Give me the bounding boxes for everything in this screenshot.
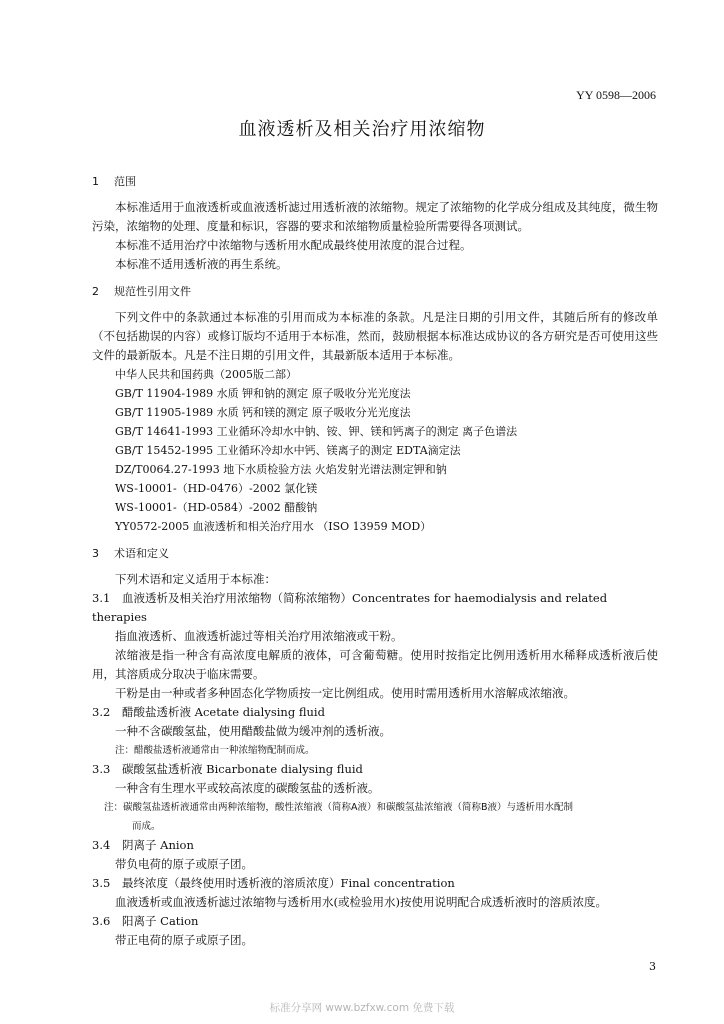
term-name: 阳离子 Cation [122, 914, 199, 928]
reference-item: GB/T 11904-1989 水质 钾和钠的测定 原子吸收分光光度法 [115, 387, 411, 400]
term-3-1 [92, 589, 658, 627]
definition: 一种不含碳酸氢盐，使用醋酸盐做为缓冲剂的透析液。 [115, 724, 391, 738]
document-title: 血液透析及相关治疗用浓缩物 [238, 119, 486, 140]
paragraph: 本标准不适用治疗中浓缩物与透析用水配成最终使用浓度的混合过程。 [115, 238, 472, 252]
standard-number: YY 0598—2006 [576, 88, 656, 102]
term-number: 3.6 [92, 914, 111, 928]
reference-item: WS-10001-（HD-0584）-2002 醋酸钠 [115, 501, 318, 514]
note-line: 而成。 [132, 821, 161, 832]
section-3-heading [92, 546, 658, 562]
section-number: 1 [92, 175, 99, 188]
term-number: 3.2 [92, 705, 111, 719]
term-name: 最终浓度（最终使用时透析液的溶质浓度）Final concentration [122, 876, 455, 890]
watermark[interactable]: 标准分享网 www.bzfxw.com 免费下载 [269, 1002, 455, 1014]
term-3-4 [92, 836, 658, 855]
paragraph: 下列文件中的条款通过本标准的引用而成为本标准的条款。凡是注日期的引用文件，其随后所有的修改单（不包括勘误的内容）或修订版均不适用于本标准，然而，鼓励根据本标准达成协议的各方研究是否可使用这些文件的最新版本。凡是不注日期的引用文件，其最新版本适用于本标准。 [92, 310, 658, 362]
term-name: 碳酸氢盐透析液 Bicarbonate dialysing fluid [122, 762, 363, 776]
paragraph: 本标准不适用透析液的再生系统。 [115, 257, 288, 271]
term-name: 醋酸盐透析液 Acetate dialysing fluid [122, 705, 325, 719]
page-number: 3 [649, 960, 656, 973]
term-number: 3.1 [92, 591, 111, 605]
reference-item: 中华人民共和国药典（2005版二部） [115, 368, 297, 381]
definition: 浓缩液是指一种含有高浓度电解质的液体，可含葡萄糖。使用时按指定比例用透析用水稀释成透析液后使用，其溶质成分取决于临床需要。 [92, 648, 658, 681]
definition: 干粉是由一种或者多种固态化学物质按一定比例组成。使用时需用透析用水溶解成浓缩液。 [115, 686, 575, 700]
section-title: 术语和定义 [114, 547, 169, 560]
note-line: 注：碳酸氢盐透析液通常由两种浓缩物，酸性浓缩液（简称A液）和碳酸氢盐浓缩液（简称B液）与透析用水配制 [104, 802, 574, 813]
reference-item: GB/T 14641-1993 工业循环冷却水中钠、铵、钾、镁和钙离子的测定 离子色谱法 [115, 425, 518, 438]
term-number: 3.5 [92, 876, 111, 890]
paragraph: 下列术语和定义适用于本标准： [115, 572, 276, 586]
term-name: 阴离子 Anion [122, 838, 194, 852]
term-3-6 [92, 912, 658, 931]
section-title: 范围 [114, 175, 136, 188]
note [92, 798, 658, 836]
reference-item: GB/T 11905-1989 水质 钙和镁的测定 原子吸收分光光度法 [115, 406, 411, 419]
definition: 血液透析或血液透析滤过浓缩物与透析用水(或检验用水)按使用说明配合成透析液时的溶质浓度。 [115, 895, 607, 909]
reference-item: DZ/T0064.27-1993 地下水质检验方法 火焰发射光谱法测定钾和钠 [115, 463, 447, 476]
definition: 指血液透析、血液透析滤过等相关治疗用浓缩液或干粉。 [115, 629, 403, 643]
section-title: 规范性引用文件 [114, 285, 191, 298]
term-3-5 [92, 874, 658, 893]
reference-item: WS-10001-（HD-0476）-2002 氯化镁 [115, 482, 318, 495]
reference-item: GB/T 15452-1995 工业循环冷却水中钙、镁离子的测定 EDTA滴定法 [115, 444, 461, 457]
term-number: 3.4 [92, 838, 111, 852]
definition: 一种含有生理水平或较高浓度的碳酸氢盐的透析液。 [115, 781, 380, 795]
section-number: 2 [92, 285, 99, 298]
term-3-3 [92, 760, 658, 779]
document-body [92, 172, 658, 950]
paragraph: 本标准适用于血液透析或血液透析滤过用透析液的浓缩物。规定了浓缩物的化学成分组成及其纯度，微生物污染，浓缩物的处理、度量和标识，容器的要求和浓缩物质量检验所需要得各项测试。 [92, 200, 658, 233]
definition: 带负电荷的原子或原子团。 [115, 857, 253, 871]
section-2-heading [92, 284, 658, 300]
reference-item: YY0572-2005 血液透析和相关治疗用水 （ISO 13959 MOD） [115, 520, 432, 533]
term-3-2 [92, 703, 658, 722]
definition: 带正电荷的原子或原子团。 [115, 933, 253, 947]
section-number: 3 [92, 547, 99, 560]
section-1-heading [92, 174, 658, 190]
term-number: 3.3 [92, 762, 111, 776]
term-name: 血液透析及相关治疗用浓缩物（简称浓缩物）Concentrates for haemodialysis and related therapies [92, 591, 608, 624]
note: 注：醋酸盐透析液通常由一种浓缩物配制而成。 [115, 745, 315, 756]
